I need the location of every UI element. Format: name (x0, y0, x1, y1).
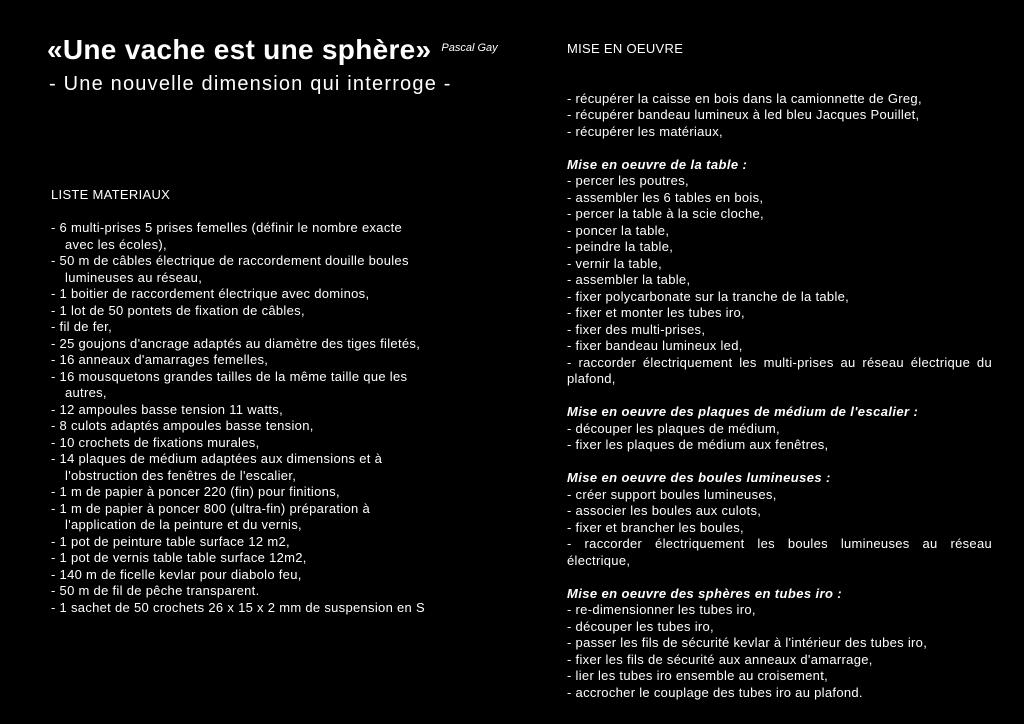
list-item: - passer les fils de sécurité kevlar à l'intérieur des tubes iro, (567, 635, 928, 650)
list-item: - percer la table à la scie cloche, (567, 206, 764, 221)
list-item: - 25 goujons d'ancrage adaptés au diamètre des tiges filetés, (51, 335, 421, 351)
list-item: - fixer des multi-prises, (567, 321, 706, 337)
list-item: - assembler la table, (567, 272, 691, 287)
list-item: - 12 ampoules basse tension 11 watts, (51, 401, 283, 417)
author-name: Pascal Gay (441, 42, 498, 54)
list-item: - récupérer les matériaux, (567, 123, 723, 139)
work-column (567, 41, 992, 701)
list-item: - 50 m de câbles électrique de raccordement douille boules lumineuses au réseau, (51, 253, 409, 285)
list-item: - fixer polycarbonate sur la tranche de la table, (567, 288, 850, 304)
list-item: - fixer et brancher les boules, (567, 519, 744, 535)
list-item: - 16 mousquetons grandes tailles de la même taille que les autres, (51, 368, 408, 400)
page-title (47, 34, 498, 66)
list-item: - re-dimensionner les tubes iro, (567, 602, 756, 617)
section-title: Mise en oeuvre des plaques de médium de l'escalier : (567, 404, 919, 419)
list-item: - poncer la table, (567, 222, 670, 238)
list-item: - associer les boules aux culots, (567, 503, 762, 518)
list-item: - découper les plaques de médium, (567, 420, 780, 436)
list-item: - récupérer bandeau lumineux à led bleu Jacques Pouillet, (567, 107, 920, 122)
materials-items (51, 220, 511, 616)
list-item: - accrocher le couplage des tubes iro au plafond. (567, 684, 863, 700)
list-item: - peindre la table, (567, 239, 674, 254)
list-item: - fil de fer, (51, 319, 112, 334)
list-item: - 14 plaques de médium adaptées aux dimensions et à l'obstruction des fenêtres de l'escalier, (51, 451, 383, 483)
section-title: Mise en oeuvre de la table : (567, 156, 748, 172)
list-item: - raccorder électriquement les boules lumineuses au réseau électrique, (567, 536, 992, 568)
list-item: - 1 m de papier à poncer 800 (ultra-fin) préparation à l'application de la peinture et du vernis, (51, 500, 370, 532)
list-item: - 50 m de fil de pêche transparent. (51, 583, 260, 598)
list-item: - 140 m de ficelle kevlar pour diabolo feu, (51, 566, 302, 582)
list-item: - raccorder électriquement les multi-prises au réseau électrique du plafond, (567, 354, 992, 386)
list-item: - 1 lot de 50 pontets de fixation de câbles, (51, 302, 305, 318)
list-item: - découper les tubes iro, (567, 618, 714, 634)
materials-list (51, 187, 511, 616)
work-sections (567, 140, 992, 701)
section-title: Mise en oeuvre des sphères en tubes iro : (567, 585, 843, 601)
list-item: - 8 culots adaptés ampoules basse tension, (51, 418, 314, 433)
list-item: - créer support boules lumineuses, (567, 486, 777, 502)
page-subtitle: - Une nouvelle dimension qui interroge - (49, 73, 452, 95)
list-item: - 1 m de papier à poncer 220 (fin) pour finitions, (51, 484, 340, 499)
list-item: - 1 boitier de raccordement électrique avec dominos, (51, 286, 370, 301)
work-intro (567, 91, 992, 141)
section-title: Mise en oeuvre des boules lumineuses : (567, 470, 831, 485)
list-item: - 1 pot de peinture table surface 12 m2, (51, 533, 290, 549)
list-item: - percer les poutres, (567, 173, 689, 188)
list-item: - fixer et monter les tubes iro, (567, 305, 745, 320)
list-item: - vernir la table, (567, 255, 662, 271)
materials-heading: LISTE MATERIAUX (51, 187, 171, 202)
list-item: - 1 sachet de 50 crochets 26 x 15 x 2 mm de suspension en S (51, 599, 425, 615)
list-item: - 1 pot de vernis table table surface 12m2, (51, 550, 307, 565)
list-item: - fixer les fils de sécurité aux anneaux d'amarrage, (567, 651, 873, 667)
list-item: - 16 anneaux d'amarrages femelles, (51, 352, 269, 367)
list-item: - assembler les 6 tables en bois, (567, 189, 764, 205)
list-item: - fixer les plaques de médium aux fenêtres, (567, 437, 829, 452)
list-item: - 10 crochets de fixations murales, (51, 434, 260, 450)
list-item: - lier les tubes iro ensemble au croisement, (567, 668, 829, 683)
list-item: - fixer bandeau lumineux led, (567, 338, 743, 353)
title-text: «Une vache est une sphère» (47, 34, 432, 65)
work-heading: MISE EN OEUVRE (567, 41, 684, 56)
list-item: - récupérer la caisse en bois dans la camionnette de Greg, (567, 90, 922, 106)
list-item: - 6 multi-prises 5 prises femelles (définir le nombre exacte avec les écoles), (51, 220, 403, 252)
